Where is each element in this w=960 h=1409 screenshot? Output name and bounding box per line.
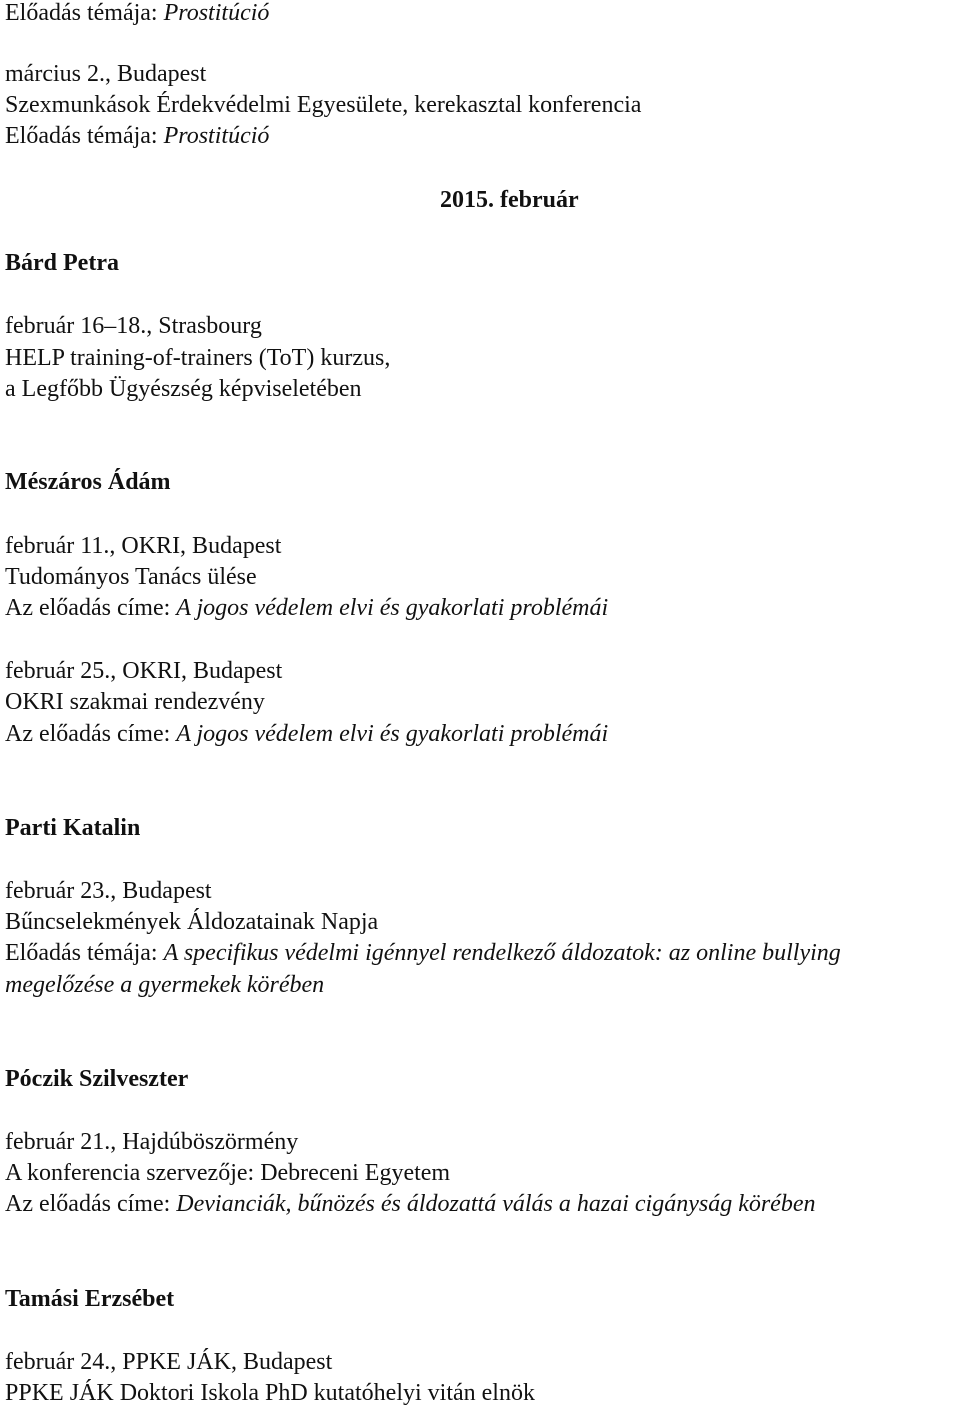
topic-label: Előadás témája:: [5, 123, 164, 149]
topic-line: [5, 938, 841, 968]
event-date-place: február 23., Budapest: [5, 878, 212, 904]
topic-label: Előadás témája:: [5, 0, 164, 26]
topic-value: Prostitúció: [163, 0, 270, 26]
event-name: Bűncselekmények Áldozatainak Napja: [5, 909, 379, 935]
title-value: A jogos védelem elvi és gyakorlati problémái: [176, 721, 609, 747]
topic-label: Előadás témája:: [5, 940, 164, 966]
event-role: PPKE JÁK Doktori Iskola PhD kutatóhelyi vitán elnök: [5, 1380, 535, 1406]
event-detail: a Legfőbb Ügyészség képviseletében: [5, 376, 362, 402]
month-heading: 2015. február: [440, 187, 579, 213]
title-value: Devianciák, bűnözés és áldozattá válás a hazai cigányság körében: [176, 1191, 816, 1217]
topic-line: [5, 121, 269, 151]
event-date-place: február 25., OKRI, Budapest: [5, 658, 283, 684]
title-label: Az előadás címe:: [5, 1191, 177, 1217]
person-name: Tamási Erzsébet: [5, 1286, 175, 1312]
title-line: [5, 1189, 816, 1219]
topic-value: Prostitúció: [163, 123, 270, 149]
event-name: Szexmunkások Érdekvédelmi Egyesülete, kerekasztal konferencia: [5, 92, 642, 118]
topic-value-continued: megelőzése a gyermekek körében: [5, 972, 325, 998]
title-label: Az előadás címe:: [5, 595, 177, 621]
title-label: Az előadás címe:: [5, 721, 177, 747]
person-name: Mészáros Ádám: [5, 469, 171, 495]
event-name: Tudományos Tanács ülése: [5, 564, 257, 590]
title-line: [5, 719, 608, 749]
person-name: Póczik Szilveszter: [5, 1066, 189, 1092]
person-name: Parti Katalin: [5, 815, 141, 841]
event-name: OKRI szakmai rendezvény: [5, 689, 265, 715]
event-date-place: március 2., Budapest: [5, 61, 207, 87]
title-line: [5, 593, 608, 623]
topic-value: A specifikus védelmi igénnyel rendelkező áldozatok: az online bullying: [163, 940, 841, 966]
topic-line: [5, 0, 269, 28]
event-date-place: február 16–18., Strasbourg: [5, 313, 262, 339]
event-date-place: február 21., Hajdúböszörmény: [5, 1129, 299, 1155]
event-date-place: február 11., OKRI, Budapest: [5, 533, 282, 559]
event-name: HELP training-of-trainers (ToT) kurzus,: [5, 345, 391, 371]
event-organizer: A konferencia szervezője: Debreceni Egyetem: [5, 1160, 451, 1186]
person-name: Bárd Petra: [5, 250, 119, 276]
title-value: A jogos védelem elvi és gyakorlati problémái: [176, 595, 609, 621]
event-date-place: február 24., PPKE JÁK, Budapest: [5, 1349, 333, 1375]
